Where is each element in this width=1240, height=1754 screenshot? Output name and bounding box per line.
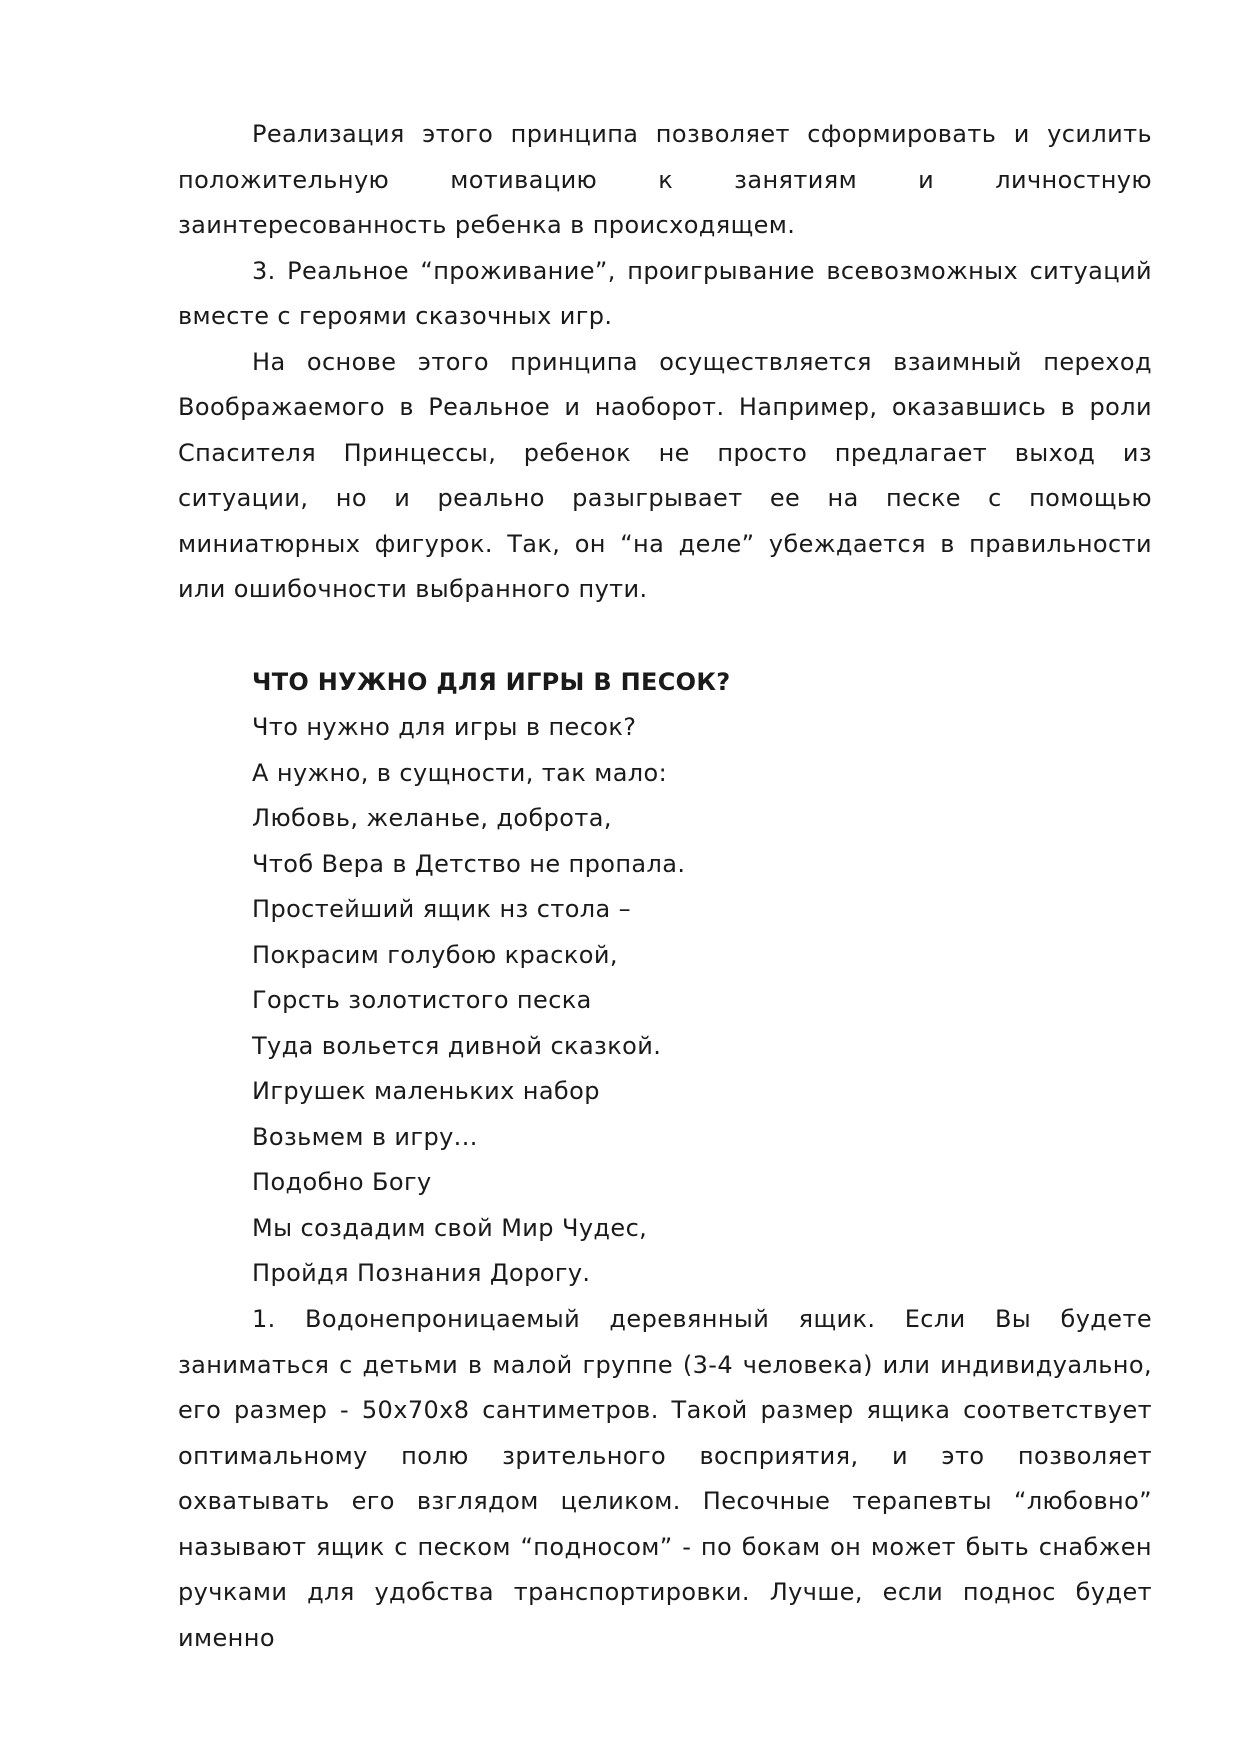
poem-line: Покрасим голубою краской, — [252, 940, 618, 969]
paragraph: 3. Реальное “проживание”, проигрывание всевозможных ситуаций вместе с героями сказочных игр. — [178, 256, 1152, 330]
poem-line: Туда вольется дивной сказкой. — [252, 1031, 662, 1060]
poem-line: Чтоб Вера в Детство не пропала. — [252, 849, 686, 878]
poem-line: Мы создадим свой Мир Чудес, — [252, 1213, 648, 1242]
poem-line: Пройдя Познания Дорогу. — [252, 1259, 591, 1287]
closing-text — [178, 1297, 1152, 1661]
poem — [252, 705, 685, 1297]
poem-line: Игрушек маленьких набор — [252, 1077, 600, 1105]
poem-line: Возьмем в игру... — [252, 1122, 478, 1151]
poem-line: Подобно Богу — [252, 1168, 432, 1196]
poem-line: Что нужно для игры в песок? — [252, 713, 637, 741]
section-heading: ЧТО НУЖНО ДЛЯ ИГРЫ В ПЕСОК? — [252, 668, 731, 696]
paragraph: На основе этого принципа осуществляется взаимный переход Воображаемого в Реальное и наоборот. Например, оказавшись в роли Спасителя Принцессы, ребенок не просто предлагает выход из ситуации, но и реально разыгрывает ее на песке с помощью миниатюрных фигурок. Так, он “на деле” убеждается в правильности или ошибочности выбранного пути. — [178, 347, 1152, 603]
intro-text — [178, 112, 1152, 613]
poem-line: Любовь, желанье, доброта, — [252, 804, 612, 832]
poem-line: А нужно, в сущности, так мало: — [252, 758, 668, 787]
paragraph: 1. Водонепроницаемый деревянный ящик. Если Вы будете заниматься с детьми в малой группе (3-4 человека) или индивидуально, его размер - 50х70х8 сантиметров. Такой размер ящика соответствует оптимальному полю зрительного восприятия, и это позволяет охватывать его взглядом целиком. Песочные терапевты “любовно” называют ящик с песком “подносом” - по бокам он может быть снабжен ручками для удобства транспортировки. Лучше, если поднос будет именно — [178, 1305, 1152, 1652]
paragraph: Реализация этого принципа позволяет сформировать и усилить положительную мотивацию к занятиям и личностную заинтересованность ребенка в происходящем. — [178, 120, 1152, 239]
poem-line: Горсть золотистого песка — [252, 986, 592, 1014]
poem-line: Простейший ящик нз стола – — [252, 895, 632, 923]
